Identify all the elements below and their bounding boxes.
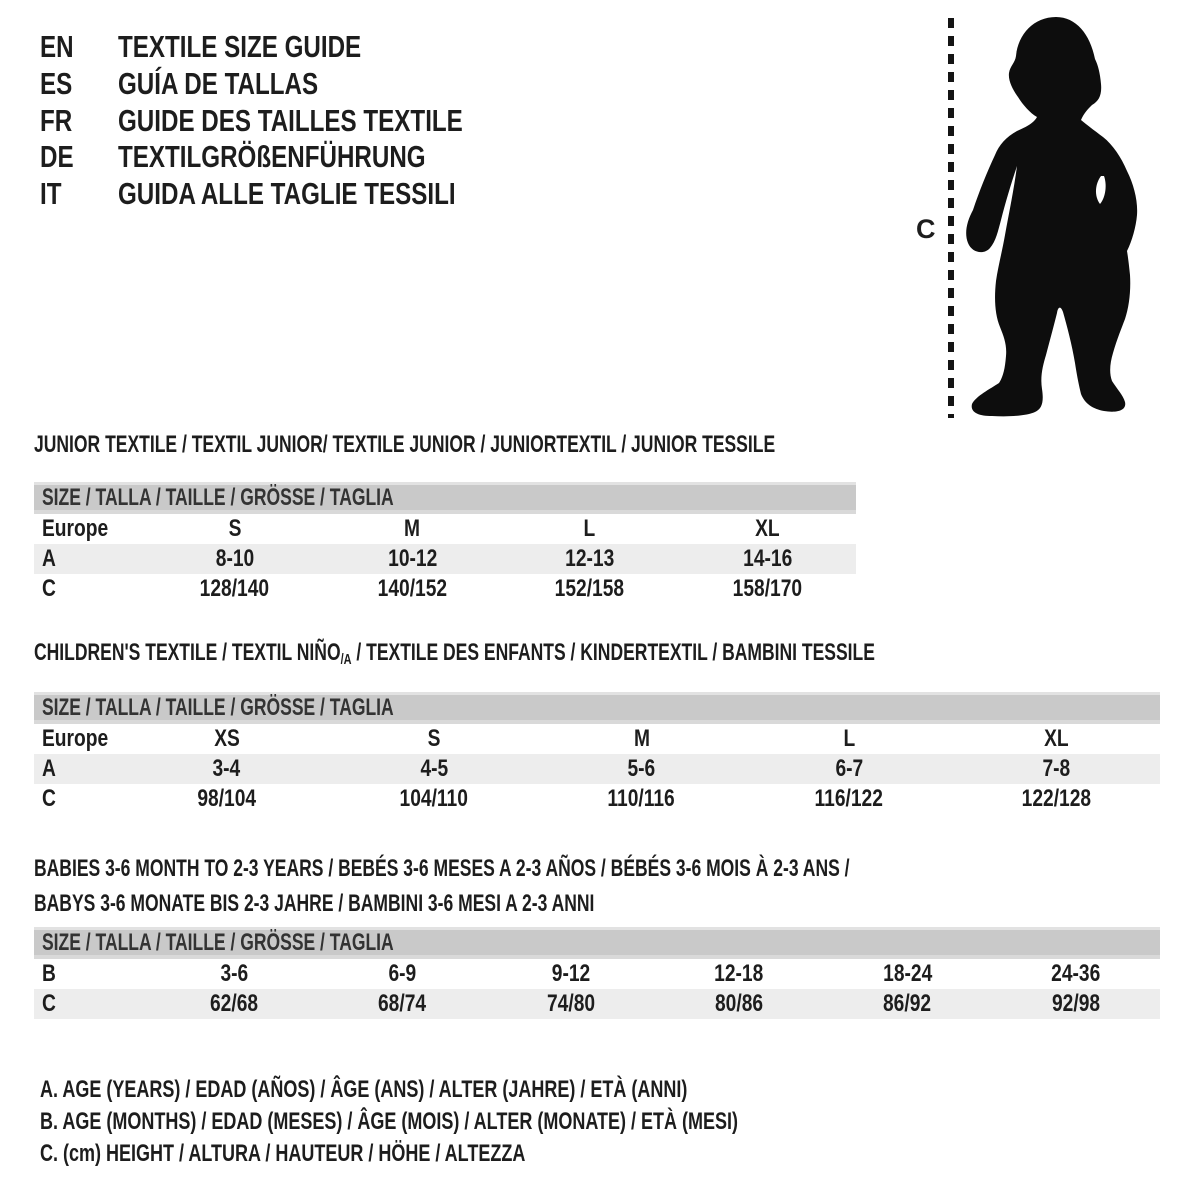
size-value-cell: 24-36 (1051, 960, 1101, 987)
table-row (34, 959, 1160, 989)
size-value-cell: XL (754, 515, 780, 542)
size-value-cell: 152/158 (555, 575, 625, 602)
section-title-children: CHILDREN'S TEXTILE / TEXTIL NIÑO/A / TEXTILE DES ENFANTS / KINDERTEXTIL / BAMBINI TESSILE (34, 639, 875, 668)
children-size-table (34, 692, 1160, 814)
size-value-cell: M (633, 725, 650, 752)
row-label: C (42, 785, 56, 812)
size-value-cell: 92/98 (1051, 990, 1100, 1017)
table-row (34, 574, 856, 604)
size-value-cell: 7-8 (1042, 755, 1071, 782)
row-label: Europe (42, 515, 109, 542)
size-value-cell: 62/68 (210, 990, 259, 1017)
size-value-cell: 128/140 (200, 575, 270, 602)
size-value-cell: XS (213, 725, 240, 752)
table-header-band: SIZE / TALLA / TAILLE / GRÖSSE / TAGLIA (34, 692, 1160, 724)
size-value-cell: S (427, 725, 441, 752)
size-value-cell: 104/110 (399, 785, 469, 812)
height-measure-dashed-line (948, 18, 954, 418)
babies-size-table (34, 927, 1160, 1019)
toddler-silhouette-icon (960, 14, 1140, 418)
size-value-cell: L (583, 515, 596, 542)
size-value-cell: 14-16 (742, 545, 792, 572)
language-label: GUIDE DES TAILLES TEXTILE (118, 102, 463, 138)
legend-line-b: B. AGE (MONTHS) / EDAD (MESES) / ÂGE (MOIS) / ALTER (MONATE) / ETÀ (MESI) (40, 1108, 738, 1135)
table-row (34, 784, 1160, 814)
table-row (34, 724, 1160, 754)
row-label: C (42, 990, 56, 1017)
size-value-cell: 80/86 (715, 990, 764, 1017)
size-value-cell: 6-7 (835, 755, 863, 782)
language-label: GUIDA ALLE TAGLIE TESSILI (118, 176, 456, 212)
size-value-cell: 110/116 (607, 785, 676, 812)
table-row (34, 989, 1160, 1019)
size-value-cell: L (843, 725, 855, 752)
language-list (40, 31, 560, 215)
junior-size-table (34, 482, 856, 604)
language-row (40, 31, 560, 68)
measurement-legend (40, 1074, 971, 1170)
language-code: IT (40, 176, 62, 212)
table-header-band: SIZE / TALLA / TAILLE / GRÖSSE / TAGLIA (34, 482, 856, 514)
table-header-band: SIZE / TALLA / TAILLE / GRÖSSE / TAGLIA (34, 927, 1160, 959)
language-label: GUÍA DE TALLAS (118, 65, 319, 101)
size-value-cell: 86/92 (883, 990, 932, 1017)
size-value-cell: 98/104 (197, 785, 257, 812)
size-value-cell: 140/152 (377, 575, 447, 602)
table-row (34, 514, 856, 544)
size-value-cell: 4-5 (420, 755, 448, 782)
size-value-cell: M (404, 515, 421, 542)
legend-line-c: C. (cm) HEIGHT / ALTURA / HAUTEUR / HÖHE / ALTEZZA (40, 1140, 526, 1167)
language-code: EN (40, 29, 74, 64)
legend-line-a: A. AGE (YEARS) / EDAD (AÑOS) / ÂGE (ANS) / ALTER (JAHRE) / ETÀ (ANNI) (40, 1076, 688, 1103)
table-row (34, 754, 1160, 784)
size-value-cell: 12-18 (714, 960, 764, 987)
row-label: A (42, 755, 56, 782)
section-title-babies: BABIES 3-6 MONTH TO 2-3 YEARS / BEBÉS 3-6 MESES A 2-3 AÑOS / BÉBÉS 3-6 MOIS À 2-3 ANS / BABYS 3-6 MONATE BIS 2-3 JAHRE / BAMBINI 3-6 MESI A 2-3 ANNI (34, 855, 850, 917)
row-label: Europe (42, 725, 109, 752)
language-code: DE (40, 139, 74, 175)
size-value-cell: 6-9 (388, 960, 417, 987)
table-row (34, 544, 856, 574)
size-value-cell: S (228, 515, 242, 542)
size-value-cell: 8-10 (215, 545, 254, 572)
language-row (40, 102, 560, 142)
size-value-cell: 158/170 (732, 575, 802, 602)
row-label: B (42, 960, 56, 987)
size-value-cell: 5-6 (627, 755, 656, 782)
nino-a-subscript: /A (340, 651, 352, 668)
size-value-cell: 9-12 (551, 960, 591, 987)
height-measure-label: C (916, 214, 936, 244)
section-title-junior: JUNIOR TEXTILE / TEXTIL JUNIOR/ TEXTILE JUNIOR / JUNIORTEXTIL / JUNIOR TESSILE (34, 431, 776, 458)
language-row (40, 141, 560, 178)
language-code: FR (40, 102, 73, 138)
size-value-cell: 3-6 (220, 960, 249, 987)
size-value-cell: 10-12 (387, 545, 437, 572)
language-row (40, 65, 560, 105)
language-label: TEXTILE SIZE GUIDE (118, 29, 362, 64)
language-code: ES (40, 65, 73, 101)
language-label: TEXTILGRÖßENFÜHRUNG (118, 139, 426, 175)
row-label: A (42, 545, 56, 572)
size-value-cell: 12-13 (565, 545, 615, 572)
row-label: C (42, 575, 56, 602)
language-row (40, 178, 560, 215)
size-value-cell: 18-24 (882, 960, 933, 987)
size-value-cell: 68/74 (378, 990, 427, 1017)
size-value-cell: 122/128 (1021, 785, 1092, 812)
size-value-cell: XL (1044, 725, 1069, 752)
size-value-cell: 3-4 (212, 755, 241, 782)
size-value-cell: 116/122 (814, 785, 884, 812)
size-value-cell: 74/80 (546, 990, 595, 1017)
